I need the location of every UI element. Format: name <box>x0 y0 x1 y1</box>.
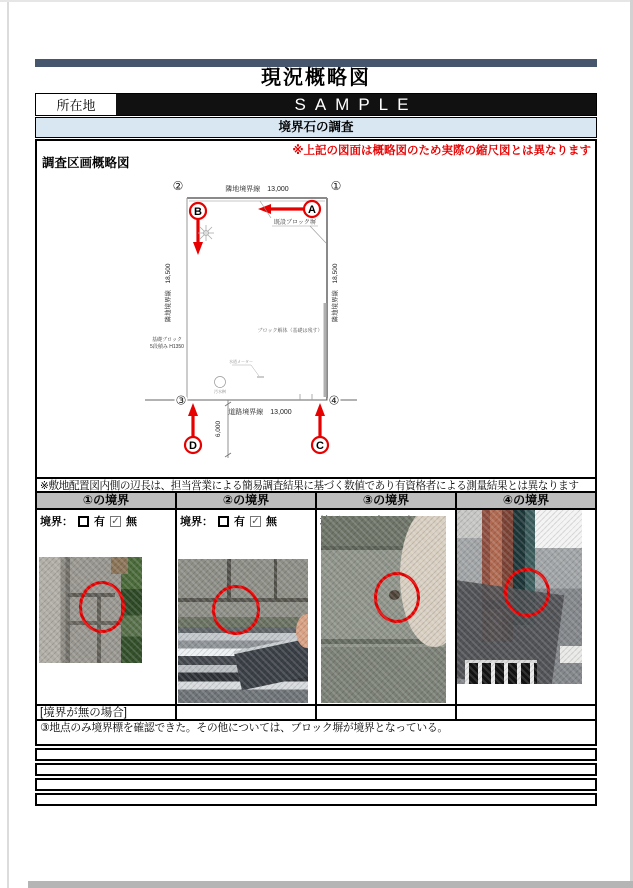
arrow-b <box>193 242 203 255</box>
boundary-2-yes-checkbox[interactable] <box>218 516 229 527</box>
page-bottom-edge <box>28 881 633 888</box>
tree-symbol <box>198 225 214 241</box>
existing-wall-note: 既設ブロック塀 <box>274 220 316 226</box>
page-edge-top <box>0 0 633 2</box>
page-title: 現況概略図 <box>261 67 371 89</box>
empty-remark-row <box>35 778 597 791</box>
drain-note: 汚水桝 <box>214 389 226 394</box>
marker-d: D <box>189 440 197 452</box>
yes-label: 有 <box>94 516 105 528</box>
location-label: 所在地 <box>36 94 116 115</box>
left-edge-label: 隣地境界線 18,500 <box>165 263 172 323</box>
no-label: 無 <box>266 516 277 528</box>
arrow-a <box>258 204 271 214</box>
corner-2: ② <box>172 179 184 193</box>
drain-symbol <box>215 377 226 388</box>
boundary-photo-3 <box>321 516 446 703</box>
location-row <box>35 93 597 116</box>
corner-3: ③ <box>175 393 187 408</box>
red-circle-marker-4 <box>504 568 550 617</box>
no-boundary-note: ③地点のみ境界標を確認できた。その他については、ブロック塀が境界となっている。 <box>37 719 595 735</box>
empty-remark-row <box>35 748 597 761</box>
boundary-cell-4 <box>457 510 595 721</box>
boundary-photo-4 <box>457 510 582 684</box>
no-boundary-header: [境界が無の場合] <box>37 704 595 720</box>
foundation-note-2: 5段積み H1350 <box>150 344 184 350</box>
corner-1: ① <box>330 179 342 193</box>
frontage-dimension: 6,000 <box>215 420 222 438</box>
boundary-header-4: ④の境界 <box>457 493 595 508</box>
boundary-content-row <box>37 510 595 721</box>
water-meter-note: 水道メーター <box>229 359 253 364</box>
scale-disclaimer: ※上記の図面は概略図のため実際の縮尺図とは異なります <box>292 145 591 157</box>
boundary-2-no-checkbox[interactable]: ✓ <box>251 515 260 527</box>
arrow-d <box>188 403 198 416</box>
diagram-title: 調査区画概略図 <box>42 156 130 170</box>
top-edge-label: 隣地境界線 13,000 <box>225 186 289 193</box>
boundary-photo-2 <box>178 559 308 703</box>
demolition-note: ブロック解体（基礎は残す） <box>257 328 323 334</box>
yes-label: 有 <box>234 516 245 528</box>
marker-c: C <box>316 440 324 452</box>
foundation-note-1: 基礎ブロック <box>152 337 182 343</box>
boundary-1-yes-checkbox[interactable] <box>78 516 89 527</box>
boundary-table <box>37 491 595 721</box>
boundary-header-row <box>37 491 595 510</box>
empty-remark-row <box>35 763 597 776</box>
red-circle-marker-1 <box>79 581 125 633</box>
right-edge-label: 隣地境界線 18,500 <box>332 263 339 323</box>
remarks-empty-rows <box>35 748 597 808</box>
boundary-header-1: ①の境界 <box>37 493 177 508</box>
bottom-edge-label: 道路境界線 13,000 <box>228 409 292 416</box>
red-circle-marker-3 <box>374 572 420 623</box>
boundary-cell-3 <box>317 510 457 721</box>
page-edge-left <box>7 0 9 888</box>
boundary-row-label: 境界： <box>180 516 213 528</box>
red-circle-marker-2 <box>212 585 260 635</box>
boundary-header-2: ②の境界 <box>177 493 317 508</box>
boundary-photo-1 <box>39 557 142 663</box>
marker-b: B <box>194 206 202 218</box>
marker-a: A <box>308 204 316 216</box>
no-label: 無 <box>126 516 137 528</box>
boundary-header-3: ③の境界 <box>317 493 457 508</box>
location-value: SAMPLE <box>294 94 418 114</box>
survey-method-note: ※敷地配置図内側の辺長は、担当営業による簡易調査結果に基づく数値であり有資格者による測量結果とは異なります <box>37 477 595 493</box>
corner-4: ④ <box>328 393 340 408</box>
boundary-1-no-checkbox[interactable]: ✓ <box>111 515 120 527</box>
site-plan-diagram <box>140 173 392 473</box>
boundary-cell-2 <box>177 510 317 721</box>
arrow-c <box>315 403 325 416</box>
boundary-row-label: 境界： <box>40 516 73 528</box>
survey-main-box <box>35 139 597 746</box>
boundary-cell-1 <box>37 510 177 721</box>
empty-remark-row <box>35 793 597 806</box>
section-header: 境界石の調査 <box>35 117 597 138</box>
